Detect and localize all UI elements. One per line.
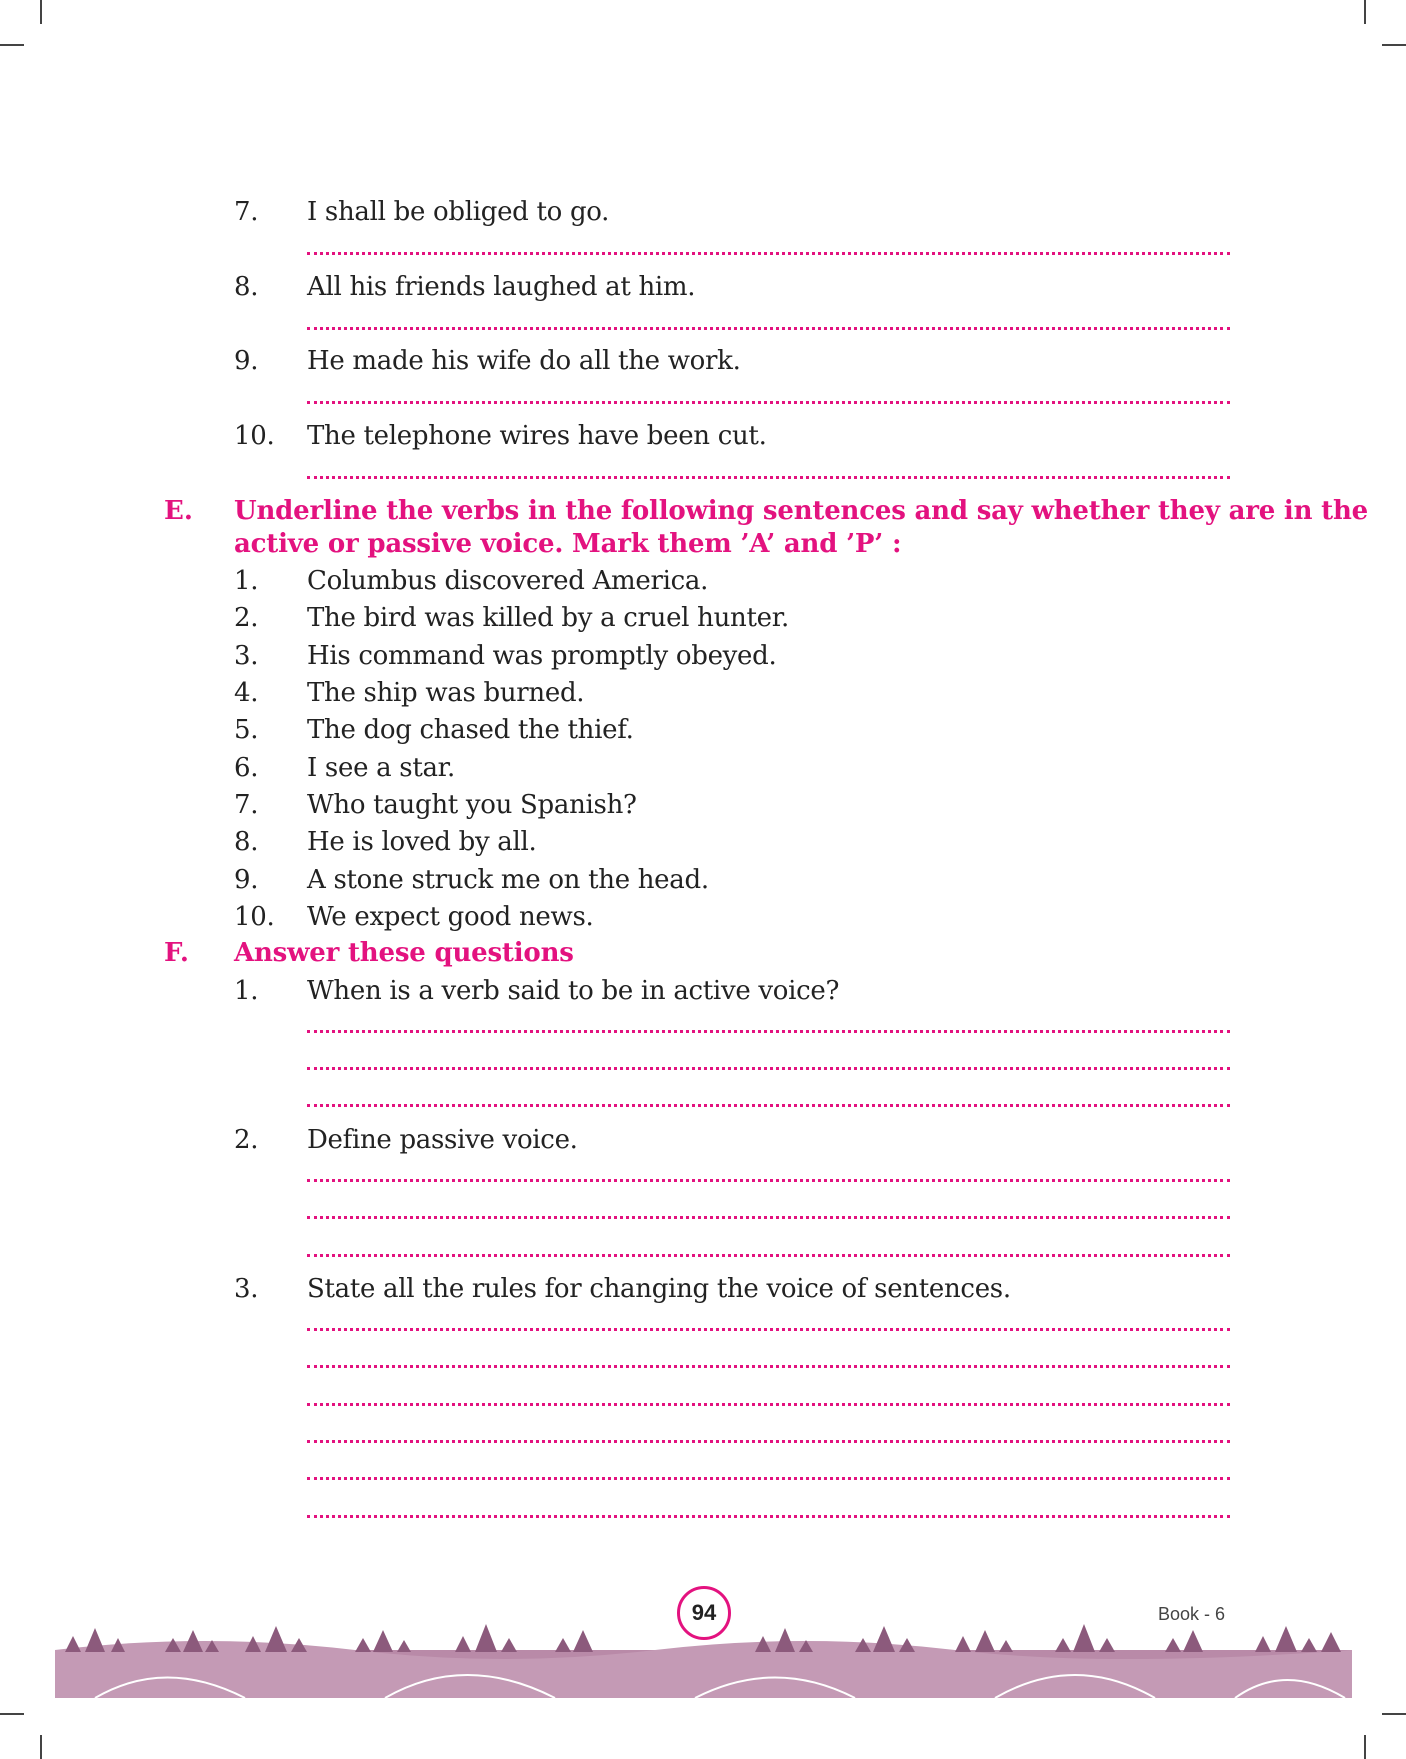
item-number: 5. [234, 715, 259, 745]
item-number: 2. [234, 603, 259, 633]
answer-line[interactable] [307, 1254, 1230, 1257]
item-text: The dog chased the thief. [307, 715, 634, 745]
tree-icon [1255, 1636, 1271, 1652]
section-e-instruction-line1: Underline the verbs in the following sentences and say whether they are in the [234, 496, 1369, 526]
question-number: 2. [234, 1125, 259, 1155]
item-number: 7. [234, 197, 259, 227]
answer-line[interactable] [307, 252, 1230, 255]
item-text: I shall be obliged to go. [307, 197, 610, 227]
tree-icon [555, 1638, 571, 1652]
answer-line[interactable] [307, 401, 1230, 404]
question-number: 1. [234, 976, 259, 1006]
answer-line[interactable] [307, 1365, 1230, 1368]
section-e-letter: E. [164, 496, 193, 526]
item-text: The bird was killed by a cruel hunter. [307, 603, 789, 633]
item-text: He made his wife do all the work. [307, 346, 741, 376]
tree-icon [85, 1628, 105, 1652]
crop-mark [1382, 1713, 1406, 1715]
item-number: 1. [234, 566, 259, 596]
item-number: 9. [234, 346, 259, 376]
answer-line[interactable] [307, 327, 1230, 330]
section-e-instruction-line2: active or passive voice. Mark them ’A’ and ’P’ : [234, 529, 902, 559]
tree-icon [955, 1636, 971, 1652]
answer-line[interactable] [307, 1440, 1230, 1443]
tree-icon [501, 1638, 517, 1652]
item-text: The ship was burned. [307, 678, 585, 708]
crop-mark [0, 44, 24, 46]
answer-line[interactable] [307, 1477, 1230, 1480]
tree-icon [873, 1626, 895, 1652]
item-number: 7. [234, 790, 259, 820]
tree-icon [373, 1630, 393, 1652]
crop-mark [1382, 44, 1406, 46]
tree-icon [1301, 1638, 1317, 1652]
tree-icon [1321, 1632, 1341, 1652]
answer-line[interactable] [307, 1030, 1230, 1033]
item-number: 10. [234, 421, 275, 451]
book-label: Book - 6 [1158, 1604, 1226, 1624]
tree-icon [1275, 1626, 1297, 1652]
question-number: 3. [234, 1274, 259, 1304]
tree-icon [397, 1640, 411, 1652]
tree-icon [573, 1630, 593, 1652]
item-number: 8. [234, 272, 259, 302]
tree-icon [975, 1630, 995, 1652]
answer-line[interactable] [307, 1515, 1230, 1518]
tree-icon [475, 1624, 497, 1652]
crop-mark [40, 0, 42, 24]
question-text: Define passive voice. [307, 1125, 578, 1155]
tree-icon [1099, 1638, 1115, 1652]
tree-icon [183, 1630, 203, 1652]
answer-line[interactable] [307, 1067, 1230, 1070]
tree-icon [65, 1636, 81, 1652]
item-number: 9. [234, 865, 259, 895]
item-text: Who taught you Spanish? [307, 790, 637, 820]
tree-icon [1073, 1624, 1095, 1652]
section-f-instruction: Answer these questions [234, 938, 574, 968]
crop-mark [40, 1735, 42, 1759]
answer-line[interactable] [307, 1216, 1230, 1219]
tree-icon [775, 1628, 795, 1652]
item-text: The telephone wires have been cut. [307, 421, 767, 451]
tree-icon [999, 1640, 1013, 1652]
tree-icon [455, 1636, 471, 1652]
section-f-letter: F. [164, 938, 189, 968]
tree-icon [1055, 1638, 1071, 1652]
answer-line[interactable] [307, 1179, 1230, 1182]
crop-mark [0, 1713, 24, 1715]
item-number: 10. [234, 902, 275, 932]
tree-icon [1165, 1638, 1181, 1652]
item-text: A stone struck me on the head. [307, 865, 709, 895]
item-number: 6. [234, 753, 259, 783]
crop-mark [1364, 0, 1366, 24]
item-number: 4. [234, 678, 259, 708]
page-number: 94 [677, 1586, 731, 1640]
answer-line[interactable] [307, 1403, 1230, 1406]
item-text: Columbus discovered America. [307, 566, 709, 596]
item-text: I see a star. [307, 753, 455, 783]
tree-icon [1183, 1630, 1203, 1652]
answer-line[interactable] [307, 1328, 1230, 1331]
item-text: He is loved by all. [307, 827, 537, 857]
tree-icon [265, 1626, 287, 1652]
answer-line[interactable] [307, 1104, 1230, 1107]
item-text: We expect good news. [307, 902, 594, 932]
question-text: State all the rules for changing the voice of sentences. [307, 1274, 1011, 1304]
tree-icon [355, 1638, 371, 1652]
question-text: When is a verb said to be in active voice? [307, 976, 840, 1006]
crop-mark [1364, 1735, 1366, 1759]
item-number: 3. [234, 641, 259, 671]
item-text: His command was promptly obeyed. [307, 641, 777, 671]
answer-line[interactable] [307, 476, 1230, 479]
item-text: All his friends laughed at him. [307, 272, 696, 302]
item-number: 8. [234, 827, 259, 857]
